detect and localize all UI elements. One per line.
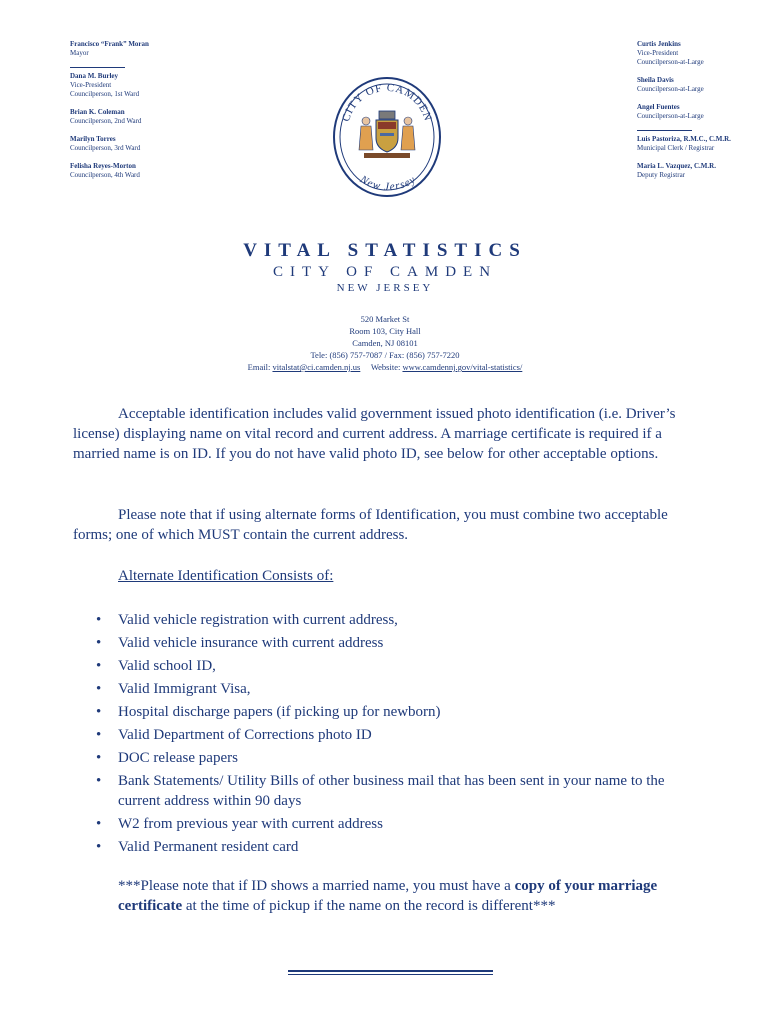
note-text: ***Please note that if ID shows a married name, you must have a xyxy=(118,878,515,894)
officer-name: Marilyn Torres xyxy=(70,135,116,143)
officer-name: Dana M. Burley xyxy=(70,72,119,80)
city: Camden, NJ 08101 xyxy=(352,338,418,348)
list-item: • Valid vehicle registration with current address, xyxy=(96,609,706,632)
email-link[interactable]: vitalstat@ci.camden.nj.us xyxy=(272,362,361,372)
officer-name: Maria L. Vazquez, C.M.R. xyxy=(637,162,716,170)
email-label: Email: xyxy=(247,362,271,372)
list-item: • Valid vehicle insurance with current address xyxy=(96,632,706,655)
phone-fax: Tele: (856) 757-7087 / Fax: (856) 757-7220 xyxy=(310,350,460,360)
officer-name: Angel Fuentes xyxy=(637,103,680,111)
officer-name: Francisco “Frank” Moran xyxy=(70,40,149,48)
bullet-icon: • xyxy=(96,612,102,628)
list-item: • Valid Department of Corrections photo ID xyxy=(96,724,706,747)
bullet-icon: • xyxy=(96,839,102,855)
note-text: at the time of pickup if the name on the record is different*** xyxy=(182,898,556,914)
left-officers xyxy=(70,40,270,189)
alternate-id-heading: Alternate Identification Consists of: xyxy=(118,568,334,584)
officer-ward-3 xyxy=(70,135,270,153)
officer-role: Vice-President xyxy=(637,49,679,57)
officer-role: Deputy Registrar xyxy=(637,171,686,179)
officer-role: Municipal Clerk / Registrar xyxy=(637,144,715,152)
officer-role: Councilperson-at-Large xyxy=(637,85,704,93)
officer-at-large xyxy=(637,103,767,121)
alternate-id-list xyxy=(96,609,706,859)
list-item: • Bank Statements/ Utility Bills of other business mail that has been sent in your name to the current address within 90 days xyxy=(96,770,706,813)
officer-municipal-clerk xyxy=(637,135,767,153)
officer-name: Brian K. Coleman xyxy=(70,108,125,116)
officer-deputy-registrar xyxy=(637,162,767,180)
city-seal-icon xyxy=(332,75,442,200)
officer-role: Councilperson, 4th Ward xyxy=(70,171,140,179)
officer-role: Councilperson, 2nd Ward xyxy=(70,117,142,125)
list-item: • Valid Permanent resident card xyxy=(96,836,706,859)
bullet-icon: • xyxy=(96,681,102,697)
page-subtitle: CITY OF CAMDEN xyxy=(272,264,498,280)
officer-mayor xyxy=(70,40,270,58)
officer-name: Curtis Jenkins xyxy=(637,40,681,48)
officer-at-large xyxy=(637,76,767,94)
list-item: • Valid Immigrant Visa, xyxy=(96,678,706,701)
contact-line xyxy=(0,361,770,373)
list-item: • DOC release papers xyxy=(96,747,706,770)
officer-name: Luis Pastoriza, R.M.C., C.M.R. xyxy=(637,135,731,143)
bullet-icon: • xyxy=(96,635,102,651)
officer-ward-4 xyxy=(70,162,270,180)
bullet-icon: • xyxy=(96,658,102,674)
room: Room 103, City Hall xyxy=(349,326,421,336)
officer-role: Vice-President xyxy=(70,81,112,89)
list-item: • Hospital discharge papers (if picking up for newborn) xyxy=(96,701,706,724)
paragraph-alternate-note: Please note that if using alternate forms of Identification, you must combine two acceptable forms; one of which MUST contain the current address. xyxy=(73,507,668,543)
officer-name: Felisha Reyes-Morton xyxy=(70,162,136,170)
seal-top-text: CITY OF CAMDEN xyxy=(339,81,435,124)
seal-bottom-text: New Jersey xyxy=(357,173,419,193)
officer-role: Councilperson, 3rd Ward xyxy=(70,144,141,152)
bullet-icon: • xyxy=(96,750,102,766)
officer-role: Councilperson-at-Large xyxy=(637,58,704,66)
bullet-icon: • xyxy=(96,727,102,743)
website-link[interactable]: www.camdennj.gov/vital-statistics/ xyxy=(402,362,523,372)
footer-rule xyxy=(288,970,493,972)
bullet-icon: • xyxy=(96,704,102,720)
bullet-icon: • xyxy=(96,816,102,832)
officer-role: Mayor xyxy=(70,49,89,57)
officer-vice-president-at-large xyxy=(637,40,767,67)
bullet-icon: • xyxy=(96,773,102,789)
right-officers xyxy=(637,40,767,189)
officer-role: Councilperson, 1st Ward xyxy=(70,90,140,98)
list-item: • W2 from previous year with current address xyxy=(96,813,706,836)
paragraph-identification: Acceptable identification includes valid government issued photo identification (i.e. Driver’s license) displaying name on vital record and current address. A marriage certificate is required if a married name is on ID. If you do not have valid photo ID, see below for other acceptable options. xyxy=(73,406,676,462)
officer-vice-president xyxy=(70,72,270,99)
state-name: NEW JERSEY xyxy=(336,282,434,294)
website-label: Website: xyxy=(370,362,401,372)
marriage-note xyxy=(118,876,708,916)
list-item: • Valid school ID, xyxy=(96,655,706,678)
address-block xyxy=(0,313,770,373)
officer-ward-2 xyxy=(70,108,270,126)
footer-rule xyxy=(288,974,493,975)
officer-role: Councilperson-at-Large xyxy=(637,112,704,120)
page-title: VITAL STATISTICS xyxy=(243,240,527,261)
divider xyxy=(637,130,692,131)
divider xyxy=(70,67,125,68)
officer-name: Sheila Davis xyxy=(637,76,674,84)
street: 520 Market St xyxy=(360,314,410,324)
note-bold: copy of your marriage certificate xyxy=(118,878,658,914)
